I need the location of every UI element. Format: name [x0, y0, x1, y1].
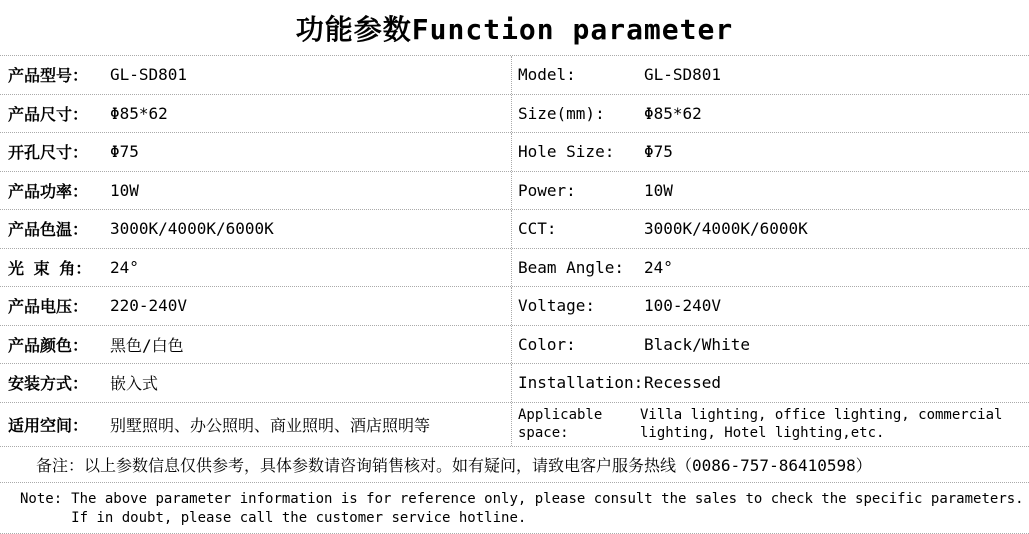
- table-row: [0, 95, 1029, 134]
- table-cell-cn: [0, 133, 512, 171]
- table-cell-en: [512, 249, 1029, 287]
- table-row: [0, 56, 1029, 95]
- table-cell-cn: [0, 56, 512, 94]
- en-label: Color:: [518, 334, 576, 354]
- note-cn: 备注：以上参数信息仅供参考，具体参数请咨询销售核对。如有疑问，请致电客户服务热线（0086-757-86410598）: [0, 447, 1029, 483]
- table-cell-en: [512, 326, 1029, 364]
- cn-value: Φ85*62: [110, 103, 168, 123]
- table-cell-en: [512, 172, 1029, 210]
- table-cell-en: [512, 403, 1029, 446]
- cn-label: 光 束 角：: [8, 258, 92, 278]
- table-row: [0, 210, 1029, 249]
- en-label: Model:: [518, 65, 576, 85]
- table-cell-en: [512, 56, 1029, 94]
- cn-label: 产品色温：: [8, 220, 89, 240]
- cn-label: 产品电压：: [8, 297, 89, 317]
- cn-label: 安装方式：: [8, 374, 89, 394]
- cn-value: 24°: [110, 257, 139, 277]
- en-label: Voltage:: [518, 296, 596, 316]
- en-value: Recessed: [644, 373, 722, 393]
- table-cell-en: [512, 287, 1029, 325]
- cn-label: 产品型号：: [8, 66, 89, 86]
- note-en-lines: [71, 483, 1023, 528]
- table-cell-cn: [0, 326, 512, 364]
- cn-label: 产品功率：: [8, 181, 89, 201]
- en-value: 3000K/4000K/6000K: [644, 219, 808, 239]
- cn-value: 10W: [110, 180, 139, 200]
- table-row: [0, 364, 1029, 403]
- cn-value: 黑色/白色: [110, 335, 184, 355]
- note-en-line2: If in doubt, please call the customer service hotline.: [71, 509, 527, 526]
- table-row: [0, 133, 1029, 172]
- table-row: [0, 287, 1029, 326]
- table-cell-en: [512, 133, 1029, 171]
- table-cell-en: [512, 210, 1029, 248]
- cn-label: 产品颜色：: [8, 335, 89, 355]
- en-value: 100-240V: [644, 296, 722, 316]
- en-value: Villa lighting, office lighting, commercial lighting, Hotel lighting,etc.: [640, 407, 1003, 441]
- table-cell-cn: [0, 249, 512, 287]
- cn-value: 嵌入式: [110, 374, 159, 394]
- cn-value: 别墅照明、办公照明、商业照明、酒店照明等: [110, 415, 431, 435]
- en-value: 24°: [644, 257, 673, 277]
- en-value: Black/White: [644, 334, 750, 354]
- table-cell-cn: [0, 287, 512, 325]
- cn-label: 适用空间：: [8, 415, 89, 435]
- cn-value: Φ75: [110, 142, 139, 162]
- en-label: Applicable space:: [518, 407, 603, 441]
- en-label: Hole Size:: [518, 142, 615, 162]
- en-label: Beam Angle:: [518, 257, 624, 277]
- note-en-prefix: Note:: [20, 490, 63, 507]
- cn-label: 产品尺寸：: [8, 104, 89, 124]
- en-label: CCT:: [518, 219, 557, 239]
- table-row: [0, 249, 1029, 288]
- table-cell-en: [512, 364, 1029, 402]
- en-label: Power:: [518, 180, 576, 200]
- en-value: GL-SD801: [644, 65, 722, 85]
- table-row: [0, 403, 1029, 447]
- cn-label: 开孔尺寸：: [8, 143, 89, 163]
- table-cell-cn: [0, 210, 512, 248]
- cn-value: GL-SD801: [110, 65, 188, 85]
- en-label: Installation:: [518, 373, 644, 393]
- table-row: [0, 326, 1029, 365]
- spec-table: [0, 56, 1029, 447]
- en-label: Size(mm):: [518, 103, 605, 123]
- table-row: [0, 172, 1029, 211]
- en-value: 10W: [644, 180, 673, 200]
- table-cell-en: [512, 95, 1029, 133]
- table-cell-cn: [0, 95, 512, 133]
- table-cell-cn: [0, 172, 512, 210]
- cn-value: 220-240V: [110, 296, 188, 316]
- cn-value: 3000K/4000K/6000K: [110, 219, 274, 239]
- table-cell-cn: [0, 403, 512, 446]
- table-cell-cn: [0, 364, 512, 402]
- page-title: 功能参数Function parameter: [0, 0, 1029, 56]
- note-en-line1: The above parameter information is for reference only, please consult the sales to check the specific parameters.: [71, 490, 1024, 507]
- note-en: [0, 483, 1029, 534]
- en-value: Φ85*62: [644, 103, 702, 123]
- en-value: Φ75: [644, 142, 673, 162]
